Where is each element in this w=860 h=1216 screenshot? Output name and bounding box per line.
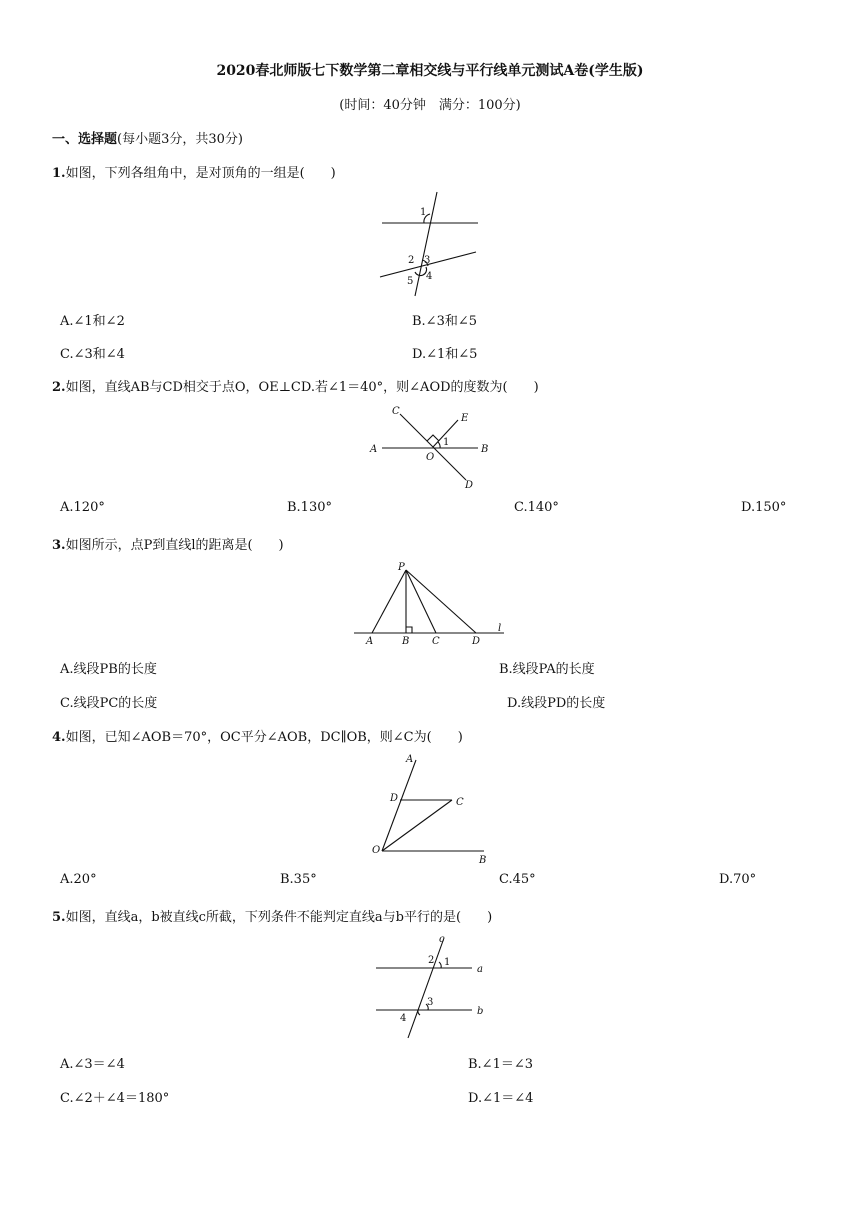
label-angle-3: 3	[427, 997, 434, 1008]
label-angle-1: 1	[420, 207, 427, 218]
question-number: 5.	[52, 910, 66, 925]
label-o: O	[426, 452, 435, 463]
question-text: 如图，下列各组角中，是对顶角的一组是( )	[65, 166, 336, 181]
section-title: 一、选择题	[52, 132, 118, 147]
label-b: B	[479, 855, 487, 866]
option-3b[interactable]: B.线段PA的长度	[499, 662, 595, 677]
option-1a[interactable]: A.∠1和∠2	[60, 314, 125, 329]
question-number: 4.	[52, 730, 66, 745]
option-1b[interactable]: B.∠3和∠5	[412, 314, 478, 329]
option-5a[interactable]: A.∠3＝∠4	[60, 1057, 125, 1072]
label-d: D	[465, 480, 474, 491]
label-angle-2: 2	[408, 255, 415, 266]
ray-oa	[382, 760, 416, 851]
label-a: A	[366, 636, 374, 647]
option-4a[interactable]: A.20°	[60, 872, 97, 887]
question-4	[52, 726, 463, 745]
label-d: D	[390, 793, 399, 804]
question-text: 如图所示，点P到直线l的距离是( )	[65, 538, 284, 553]
label-b: b	[477, 1006, 484, 1017]
figure-q5	[360, 932, 500, 1042]
segment-pa	[372, 570, 406, 633]
label-angle-1: 1	[444, 957, 451, 968]
label-c: c	[439, 934, 445, 945]
arc-angle-1	[439, 962, 441, 968]
figure-q1	[360, 190, 500, 300]
label-c: C	[432, 636, 440, 647]
label-p: P	[398, 562, 405, 573]
section-note: (每小题3分，共30分)	[117, 132, 243, 147]
question-number: 1.	[52, 166, 66, 181]
section-heading	[52, 128, 243, 147]
label-b: B	[481, 444, 489, 455]
page-title: 2020春北师版七下数学第二章相交线与平行线单元测试A卷(学生版)	[216, 63, 644, 79]
question-text: 如图，直线AB与CD相交于点O，OE⊥CD.若∠1＝40°，则∠AOD的度数为( )	[65, 380, 539, 395]
option-3c[interactable]: C.线段PC的长度	[60, 696, 158, 711]
option-5b[interactable]: B.∠1＝∠3	[468, 1057, 534, 1072]
label-a: A	[370, 444, 378, 455]
figure-q3	[350, 560, 510, 650]
segment-pd	[406, 570, 476, 633]
exam-info: (时间：40分钟 满分：100分)	[339, 98, 521, 113]
label-o: O	[372, 845, 381, 856]
question-number: 2.	[52, 380, 66, 395]
label-angle-2: 2	[428, 955, 435, 966]
option-2c[interactable]: C.140°	[514, 500, 559, 515]
right-angle-mark	[427, 435, 439, 441]
label-c: C	[456, 797, 464, 808]
question-number: 3.	[52, 538, 66, 553]
option-2a[interactable]: A.120°	[60, 500, 105, 515]
segment-oc	[382, 800, 452, 851]
label-angle-3: 3	[424, 255, 431, 266]
label-angle-1: 1	[443, 437, 450, 448]
segment-pc	[406, 570, 436, 633]
label-a: a	[477, 964, 483, 975]
label-b: B	[402, 636, 410, 647]
line-c	[408, 938, 444, 1038]
question-text: 如图，已知∠AOB＝70°，OC平分∠AOB，DC∥OB，则∠C为( )	[65, 730, 463, 745]
option-4c[interactable]: C.45°	[499, 872, 536, 887]
arc-angle-4	[418, 1010, 420, 1015]
label-angle-5: 5	[407, 276, 414, 287]
label-e: E	[461, 413, 469, 424]
label-l: l	[498, 623, 502, 634]
figure-q4	[360, 752, 500, 864]
right-angle-mark	[406, 627, 412, 633]
question-2	[52, 376, 539, 395]
option-1d[interactable]: D.∠1和∠5	[412, 347, 478, 362]
option-4d[interactable]: D.70°	[719, 872, 757, 887]
option-5c[interactable]: C.∠2＋∠4＝180°	[60, 1091, 170, 1106]
option-1c[interactable]: C.∠3和∠4	[60, 347, 125, 362]
option-4b[interactable]: B.35°	[280, 872, 317, 887]
question-5	[52, 906, 492, 925]
option-2b[interactable]: B.130°	[287, 500, 332, 515]
option-2d[interactable]: D.150°	[741, 500, 787, 515]
label-c: C	[392, 406, 400, 417]
option-5d[interactable]: D.∠1＝∠4	[468, 1091, 534, 1106]
label-angle-4: 4	[400, 1013, 407, 1024]
label-d: D	[472, 636, 481, 647]
question-1	[52, 162, 336, 181]
question-text: 如图，直线a，b被直线c所截，下列条件不能判定直线a与b平行的是( )	[65, 910, 493, 925]
option-3a[interactable]: A.线段PB的长度	[60, 662, 157, 677]
question-3	[52, 534, 284, 553]
label-a: A	[406, 754, 414, 765]
label-angle-4: 4	[426, 271, 433, 282]
option-3d[interactable]: D.线段PD的长度	[507, 696, 606, 711]
arc-angle-1	[438, 442, 440, 448]
figure-q2	[360, 402, 500, 492]
